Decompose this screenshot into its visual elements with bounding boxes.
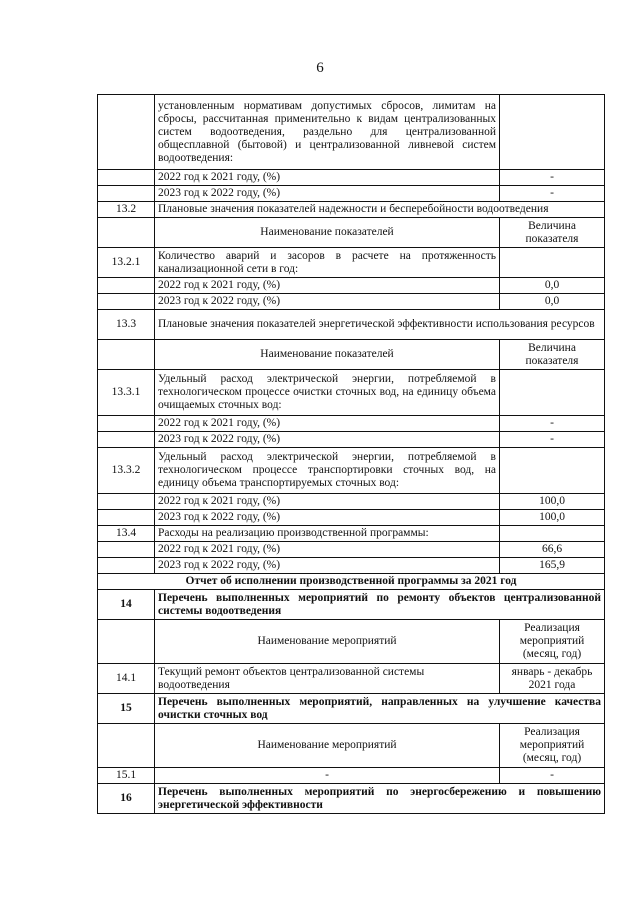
row-number: 13.2.1: [98, 248, 155, 278]
table-row: [98, 186, 605, 202]
table-row: [98, 494, 605, 510]
indicator-name: 2023 год к 2022 году, (%): [155, 294, 500, 310]
row-number: [98, 218, 155, 248]
indicator-name: Удельный расход электрической энергии, потребляемой в технологическом процессе очистки сточных вод, на единицу объема очищаемых сточных вод:: [155, 370, 500, 416]
column-header-value: Реализация мероприятий (месяц, год): [500, 724, 605, 768]
table-row: [98, 542, 605, 558]
table-row: [98, 278, 605, 294]
row-number: [98, 558, 155, 574]
indicator-name: Расходы на реализацию производственной программы:: [155, 526, 500, 542]
indicator-value: январь - декабрь 2021 года: [500, 664, 605, 694]
indicator-value: 100,0: [500, 494, 605, 510]
row-number: [98, 170, 155, 186]
row-number: 13.3: [98, 310, 155, 340]
row-number: [98, 542, 155, 558]
row-number: 15.1: [98, 768, 155, 784]
indicator-value: -: [500, 416, 605, 432]
column-header-value: Величина показателя: [500, 340, 605, 370]
row-number: 13.3.2: [98, 448, 155, 494]
indicator-value: 0,0: [500, 278, 605, 294]
indicator-name: 2022 год к 2021 году, (%): [155, 170, 500, 186]
column-header-name: Наименование мероприятий: [155, 724, 500, 768]
table-row: [98, 664, 605, 694]
table-row: [98, 724, 605, 768]
row-number: 14.1: [98, 664, 155, 694]
row-number: [98, 432, 155, 448]
indicator-name: Удельный расход электрической энергии, потребляемой в технологическом процессе транспортировки сточных вод, на единицу объема транспортируемых сточных вод:: [155, 448, 500, 494]
table-row: [98, 590, 605, 620]
row-number: [98, 510, 155, 526]
indicator-name: 2022 год к 2021 году, (%): [155, 542, 500, 558]
column-header-value: Величина показателя: [500, 218, 605, 248]
indicator-name: 2022 год к 2021 году, (%): [155, 416, 500, 432]
section-title: Перечень выполненных мероприятий по энергосбережению и повышению энергетической эффективности: [155, 784, 605, 814]
section-title: Перечень выполненных мероприятий по ремонту объектов централизованной системы водоотведения: [155, 590, 605, 620]
table-row: [98, 432, 605, 448]
indicator-value: [500, 248, 605, 278]
indicator-name: 2023 год к 2022 году, (%): [155, 186, 500, 202]
row-number: [98, 724, 155, 768]
row-number: 15: [98, 694, 155, 724]
row-number: [98, 186, 155, 202]
table-row: [98, 448, 605, 494]
section-title: Плановые значения показателей энергетической эффективности использования ресурсов: [155, 310, 605, 340]
indicator-name: 2022 год к 2021 году, (%): [155, 494, 500, 510]
table-row: [98, 95, 605, 170]
column-header-name: Наименование показателей: [155, 218, 500, 248]
indicator-value: -: [500, 432, 605, 448]
indicator-value: [500, 370, 605, 416]
program-table: [97, 94, 605, 814]
table-row: [98, 768, 605, 784]
report-title: Отчет об исполнении производственной программы за 2021 год: [98, 574, 605, 590]
row-number: 13.3.1: [98, 370, 155, 416]
table-row: [98, 202, 605, 218]
table-row: [98, 218, 605, 248]
page-number: 6: [316, 60, 324, 76]
section-title: Перечень выполненных мероприятий, направленных на улучшение качества очистки сточных вод: [155, 694, 605, 724]
column-header-value: Реализация мероприятий (месяц, год): [500, 620, 605, 664]
table-row: [98, 694, 605, 724]
indicator-name: установленным нормативам допустимых сбросов, лимитам на сбросы, рассчитанная применительно к видам централизованных систем водоотведения, раздельно для централизованной общесплавной (бытовой) и централизованной ливневой систем водоотведения:: [155, 95, 500, 170]
indicator-name: 2023 год к 2022 году, (%): [155, 558, 500, 574]
row-number: [98, 340, 155, 370]
table-row: [98, 620, 605, 664]
indicator-value: 0,0: [500, 294, 605, 310]
table-row: [98, 526, 605, 542]
table-row: [98, 294, 605, 310]
table-row: [98, 510, 605, 526]
indicator-value: -: [500, 186, 605, 202]
indicator-name: 2022 год к 2021 году, (%): [155, 278, 500, 294]
table-row: [98, 416, 605, 432]
row-number: [98, 494, 155, 510]
table-row: [98, 340, 605, 370]
indicator-value: 165,9: [500, 558, 605, 574]
indicator-value: 66,6: [500, 542, 605, 558]
table-row: [98, 370, 605, 416]
indicator-name: 2023 год к 2022 году, (%): [155, 432, 500, 448]
row-number: 13.4: [98, 526, 155, 542]
row-number: [98, 416, 155, 432]
table-row: [98, 574, 605, 590]
column-header-name: Наименование мероприятий: [155, 620, 500, 664]
indicator-name: -: [155, 768, 500, 784]
indicator-name: 2023 год к 2022 году, (%): [155, 510, 500, 526]
indicator-value: 100,0: [500, 510, 605, 526]
table-body: [98, 95, 605, 814]
indicator-value: [500, 526, 605, 542]
column-header-name: Наименование показателей: [155, 340, 500, 370]
row-number: [98, 620, 155, 664]
row-number: [98, 294, 155, 310]
indicator-name: Текущий ремонт объектов централизованной системы водоотведения: [155, 664, 500, 694]
table-row: [98, 558, 605, 574]
indicator-value: [500, 448, 605, 494]
indicator-value: -: [500, 170, 605, 186]
section-title: Плановые значения показателей надежности и бесперебойности водоотведения: [155, 202, 605, 218]
row-number: [98, 278, 155, 294]
indicator-value: [500, 95, 605, 170]
table-row: [98, 784, 605, 814]
indicator-name: Количество аварий и засоров в расчете на протяженность канализационной сети в год:: [155, 248, 500, 278]
table-row: [98, 248, 605, 278]
indicator-value: -: [500, 768, 605, 784]
row-number: 16: [98, 784, 155, 814]
row-number: [98, 95, 155, 170]
table-row: [98, 170, 605, 186]
table-row: [98, 310, 605, 340]
row-number: 14: [98, 590, 155, 620]
row-number: 13.2: [98, 202, 155, 218]
